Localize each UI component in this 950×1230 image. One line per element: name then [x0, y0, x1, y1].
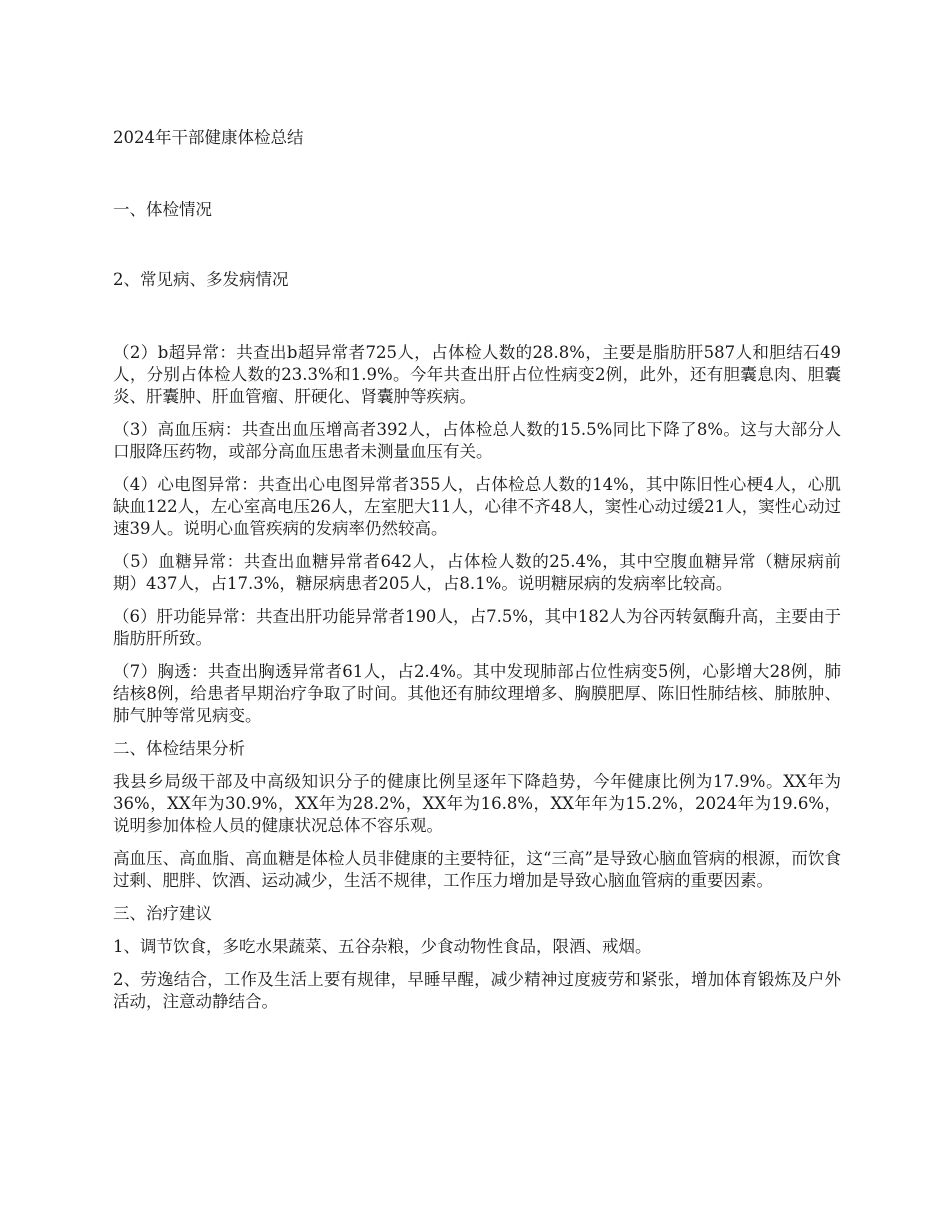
document-title: 2024年干部健康体检总结 [113, 128, 304, 147]
paragraph-b-ultrasound: （2）b超异常：共查出b超异常者725人，占体检人数的28.8%，主要是脂肪肝587人和胆结石49人，分别占体检人数的23.3%和1.9%。今年共查出肝占位性病变2例，此外，还有胆囊息肉、胆囊炎、肝囊肿、肝血管瘤、肝硬化、肾囊肿等疾病。 [113, 343, 841, 406]
paragraph-blood-sugar: （5）血糖异常：共查出血糖异常者642人，占体检人数的25.4%，其中空腹血糖异常（糖尿病前期）437人，占17.3%，糖尿病患者205人，占8.1%。说明糖尿病的发病率比较高。 [113, 552, 841, 593]
section-heading-analysis: 二、体检结果分析 [113, 739, 245, 758]
subheading-common-diseases: 2、常见病、多发病情况 [113, 270, 289, 289]
paragraph-hypertension: （3）高血压病：共查出血压增高者392人，占体检总人数的15.5%同比下降了8%。这与大部分人口服降压药物，或部分高血压患者未测量血压有关。 [113, 420, 841, 461]
paragraph-health-ratio: 我县乡局级干部及中高级知识分子的健康比例呈逐年下降趋势，今年健康比例为17.9%。XX年为36%，XX年为30.9%，XX年为28.2%，XX年为16.8%，XX年年为15.2%，2024年为19.6%，说明参加体检人员的健康状况总体不容乐观。 [113, 772, 841, 835]
paragraph-advice-rest: 2、劳逸结合，工作及生活上要有规律，早睡早醒，减少精神过度疲劳和紧张，增加体育锻炼及户外活动，注意动静结合。 [113, 970, 841, 1011]
document-body [113, 342, 841, 1024]
paragraph-advice-diet: 1、调节饮食，多吃水果蔬菜、五谷杂粮，少食动物性食品，限酒、戒烟。 [113, 937, 652, 956]
paragraph-ecg: （4）心电图异常：共查出心电图异常者355人，占体检总人数的14%，其中陈旧性心梗4人，心肌缺血122人，左心室高电压26人，左室肥大11人，心律不齐48人，窦性心动过缓21人，窦性心动过速39人。说明心血管疾病的发病率仍然较高。 [113, 475, 841, 538]
paragraph-liver-function: （6）肝功能异常：共查出肝功能异常者190人，占7.5%，其中182人为谷丙转氨酶升高，主要由于脂肪肝所致。 [113, 607, 841, 648]
paragraph-three-highs: 高血压、高血脂、高血糖是体检人员非健康的主要特征，这“三高”是导致心脑血管病的根源，而饮食过剩、肥胖、饮酒、运动减少，生活不规律，工作压力增加是导致心脑血管病的重要因素。 [113, 849, 841, 890]
section-heading-exam-status: 一、体检情况 [113, 200, 212, 219]
section-heading-advice: 三、治疗建议 [113, 904, 212, 923]
paragraph-chest-xray: （7）胸透：共查出胸透异常者61人，占2.4%。其中发现肺部占位性病变5例，心影增大28例，肺结核8例，给患者早期治疗争取了时间。其他还有肺纹理增多、胸膜肥厚、陈旧性肺结核、肺脓肿、肺气肿等常见病变。 [113, 662, 841, 725]
